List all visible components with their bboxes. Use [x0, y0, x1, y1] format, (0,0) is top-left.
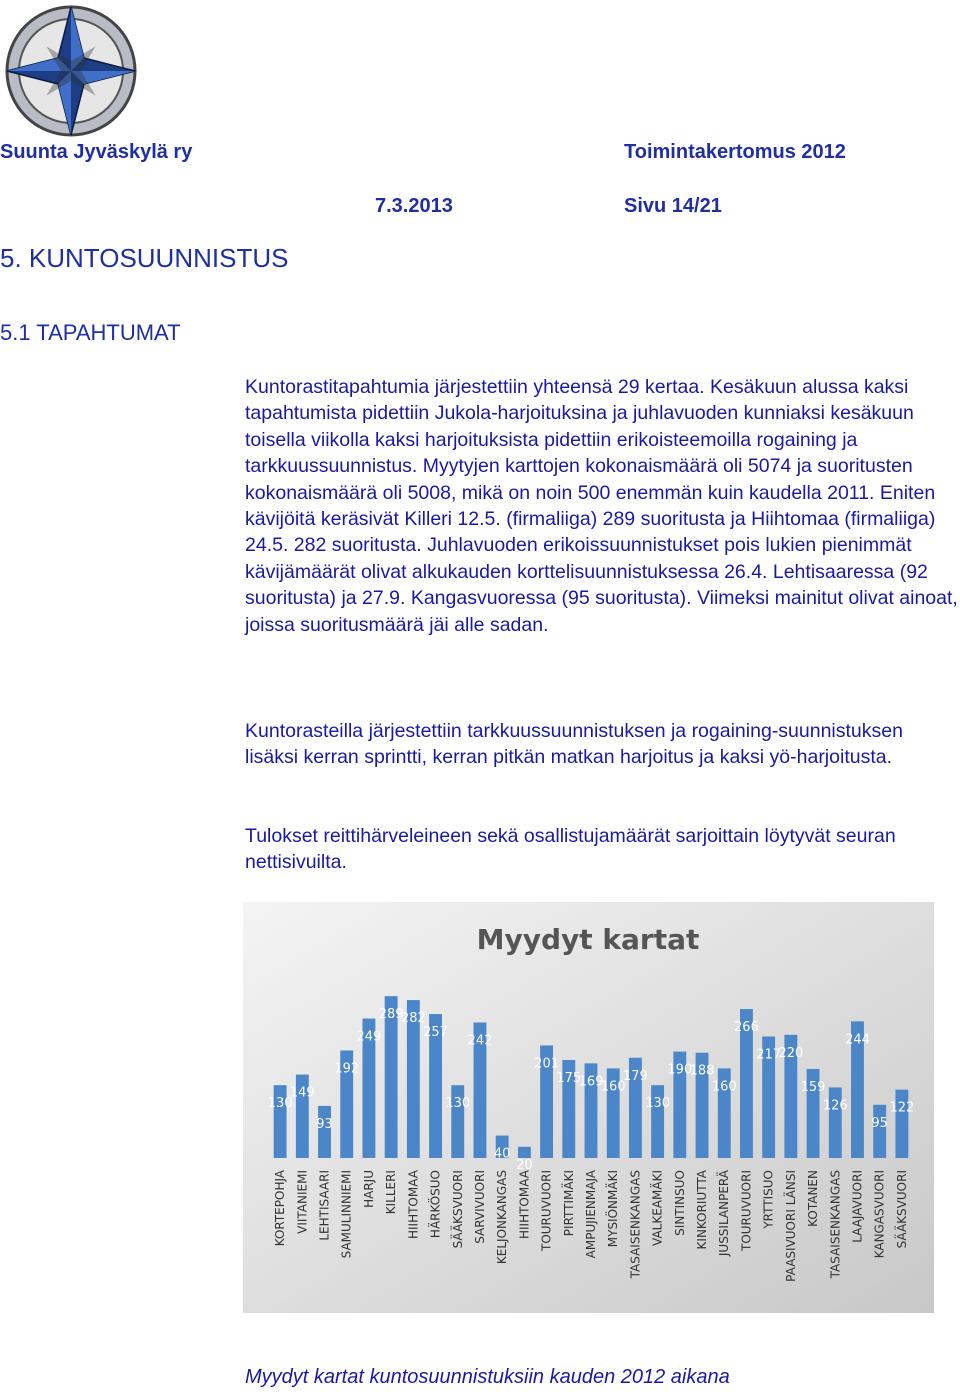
x-tick-label-17: TASAISENKANGAS	[628, 1170, 643, 1279]
x-tick-label-10: SARVIVUORI	[472, 1170, 487, 1244]
report-title: Toimintakertomus 2012	[624, 141, 846, 163]
x-tick-label-28: KANGASVUORI	[872, 1170, 887, 1259]
data-label-15: 169	[578, 1074, 604, 1090]
x-tick-label-9: SÄÄKSVUORI	[450, 1170, 465, 1249]
x-tick-label-8: HÄRKÖSUO	[428, 1170, 443, 1239]
data-label-1: 130	[267, 1096, 293, 1112]
x-tick-label-11: KELJONKANGAS	[495, 1170, 510, 1265]
x-tick-label-20: KINKORIUTTA	[695, 1170, 710, 1250]
section-subtitle: 5.1 TAPAHTUMAT	[0, 320, 181, 345]
compass-logo	[4, 4, 138, 138]
chart-title: Myydyt kartat	[476, 923, 700, 956]
x-tick-label-26: TASAISENKANGAS	[828, 1170, 843, 1279]
x-tick-label-29: SÄÄKSVUORI	[894, 1170, 909, 1249]
section-title: 5. KUNTOSUUNNISTUS	[0, 243, 289, 273]
x-tick-label-27: LAAJAVUORI	[850, 1170, 865, 1243]
chart-container	[243, 902, 934, 1313]
page-number: Sivu 14/21	[624, 195, 722, 217]
data-label-7: 282	[400, 1011, 426, 1027]
data-label-23: 217	[756, 1047, 782, 1063]
x-tick-label-23: YRTTISUO	[761, 1170, 776, 1229]
x-tick-label-7: HIIHTOMAA	[406, 1170, 421, 1240]
data-label-12: 20	[516, 1157, 533, 1173]
paragraph-events-text: Kuntorastitapahtumia järjestettiin yhteensä 29 kertaa. Kesäkuun alussa kaksi tapahtumista pidettiin Jukola-harjoituksina ja juhlavuoden kunniaksi kesäkuun toisella viikolla kaksi harjoituksista pidettiin erikoisteemoilla rogaining ja tarkkuussuunnistus. Myytyjen karttojen kokonaismäärä oli 5074 ja suoritusten kokonaismäärä oli 5008, mikä on noin 500 enemmän kuin kaudella 2011. Eniten kävijöitä keräsivät Killeri 12.5. (firmaliiga) 289 suoritusta ja Hiihtomaa (firmaliiga) 24.5. 282 suoritusta. Juhlavuoden erikoissuunnistukset pois lukien pienimmät kävijämäärät olivat alkukauden korttelisuunnistuksessa 26.4. Lehtisaaressa (92 suoritusta) ja 27.9. Kangasvuoressa (95 suoritusta). Viimeksi mainitut olivat ainoat, joissa suoritusmäärä jäi alle sadan.	[245, 376, 958, 636]
x-tick-label-25: KOTANEN	[806, 1170, 821, 1227]
data-label-16: 160	[600, 1079, 626, 1095]
data-label-19: 190	[667, 1062, 693, 1078]
data-label-22: 266	[734, 1020, 759, 1036]
x-tick-label-22: TOURUVUORI	[739, 1170, 754, 1251]
data-label-11: 40	[493, 1146, 511, 1162]
data-label-26: 126	[822, 1098, 848, 1114]
x-tick-label-18: VALKEAMÄKI	[650, 1170, 665, 1246]
paragraph-results	[245, 823, 960, 876]
data-label-2: 149	[289, 1085, 315, 1101]
data-label-29: 122	[889, 1100, 915, 1116]
data-label-28: 95	[871, 1115, 888, 1131]
data-label-14: 175	[556, 1071, 582, 1086]
data-label-4: 192	[334, 1061, 360, 1077]
x-tick-label-6: KILLERI	[384, 1170, 399, 1215]
data-label-21: 160	[711, 1079, 737, 1095]
data-label-18: 130	[645, 1096, 671, 1112]
x-tick-label-14: PIRTTIMÄKI	[561, 1170, 576, 1237]
data-label-20: 188	[689, 1063, 715, 1079]
x-tick-label-15: AMPUJIENMAJA	[584, 1170, 598, 1259]
chart-caption: Myydyt kartat kuntosuunnistuksiin kauden 2012 aikana	[245, 1366, 730, 1388]
report-date: 7.3.2013	[375, 195, 453, 217]
org-name: Suunta Jyväskylä ry	[0, 141, 193, 163]
x-tick-label-3: LEHTISAARI	[317, 1170, 332, 1241]
data-label-6: 289	[378, 1007, 404, 1023]
paragraph-special-events-text: Kuntorasteilla järjestettiin tarkkuussuunnistuksen ja rogaining-suunnistuksen lisäksi kerran sprintti, kerran pitkän matkan harjoitus ja kaksi yö-harjoitusta.	[245, 720, 903, 769]
paragraph-special-events	[245, 718, 960, 771]
data-label-17: 179	[622, 1068, 648, 1084]
bar-28	[873, 1105, 886, 1158]
x-tick-label-24: PAASIVUORI LÄNSI	[783, 1170, 798, 1282]
x-tick-label-21: JUSSILANPERÄ	[717, 1170, 732, 1257]
x-tick-label-16: MYSIÖNMÄKI	[606, 1170, 621, 1248]
x-tick-label-13: TOURUVUORI	[539, 1170, 554, 1251]
data-label-8: 257	[423, 1025, 448, 1041]
paragraph-events	[245, 374, 960, 638]
x-tick-label-12: HIIHTOMAA	[517, 1170, 532, 1240]
x-tick-label-19: SINTINSUO	[672, 1170, 687, 1236]
bar-3	[318, 1106, 331, 1158]
data-label-25: 159	[800, 1079, 826, 1095]
data-label-27: 244	[845, 1032, 870, 1048]
bar-12	[518, 1147, 531, 1158]
data-label-3: 93	[316, 1116, 333, 1132]
x-tick-label-5: HARJU	[361, 1170, 376, 1208]
x-tick-label-1: KORTEPOHJA	[273, 1170, 288, 1247]
data-label-13: 201	[534, 1056, 560, 1072]
data-label-24: 220	[778, 1045, 804, 1061]
bar-chart	[243, 902, 934, 1313]
x-tick-label-2: VIITANIEMI	[295, 1170, 310, 1234]
data-label-9: 130	[445, 1096, 471, 1112]
paragraph-results-text: Tulokset reittihärveleineen sekä osallistujamäärät sarjoittain löytyvät seuran nettisivuilta.	[245, 825, 896, 874]
x-tick-label-4: SAMULINNIEMI	[339, 1170, 354, 1259]
data-label-5: 249	[356, 1029, 382, 1045]
data-label-10: 242	[467, 1033, 493, 1049]
